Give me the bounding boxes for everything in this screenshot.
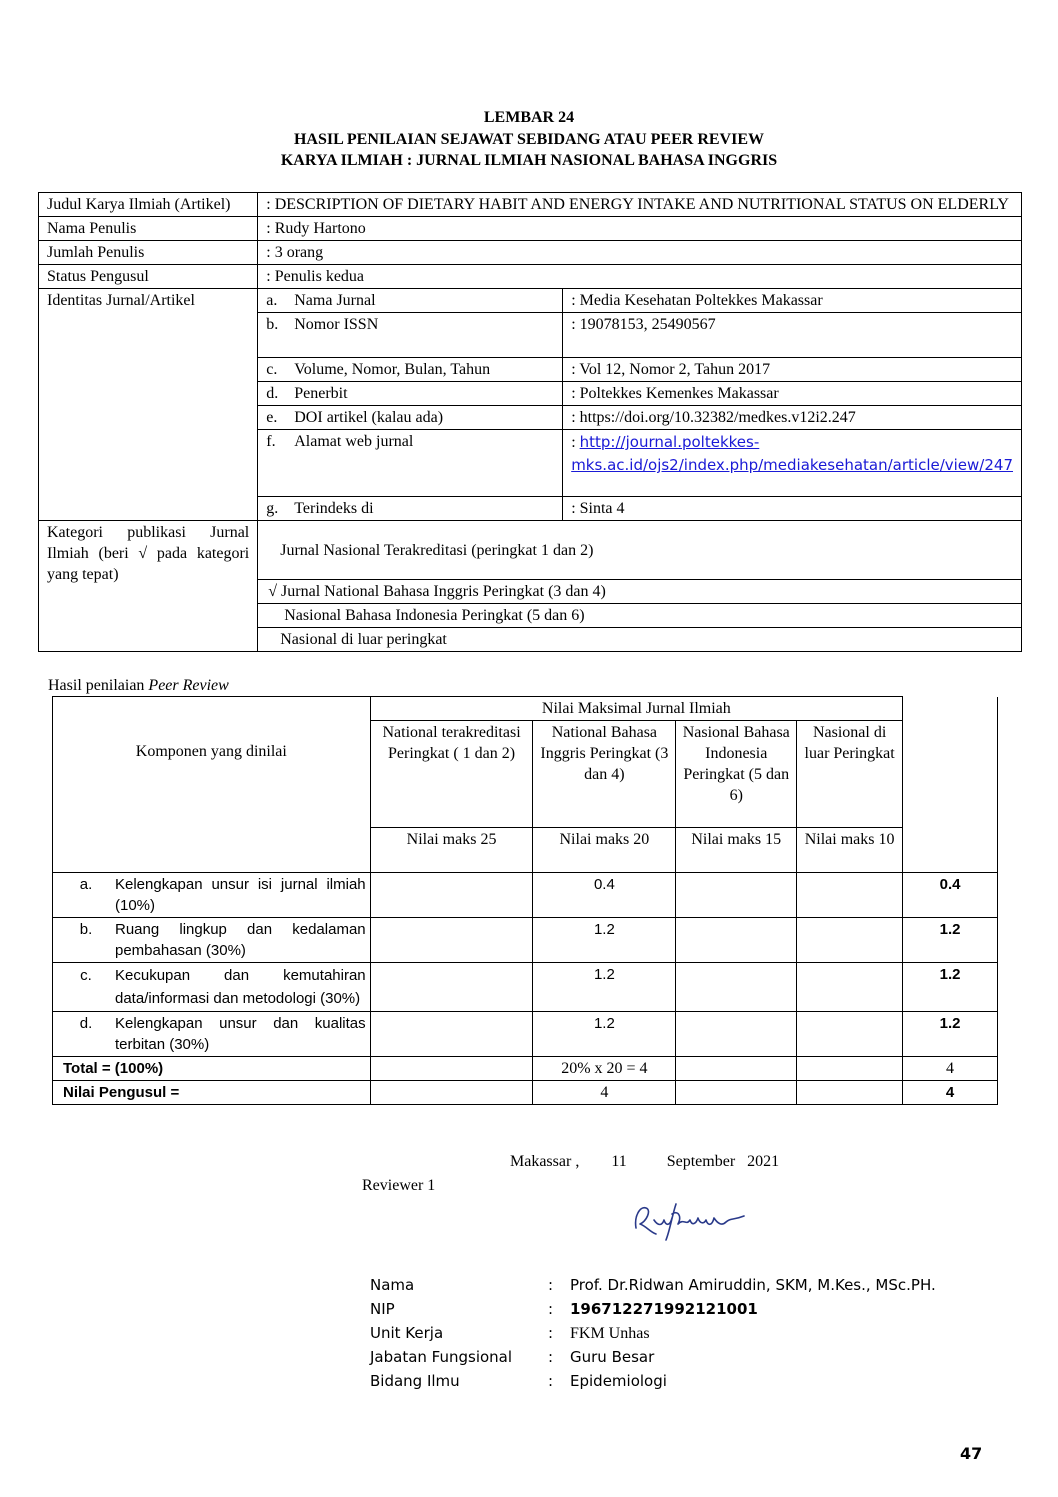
field-label: Bidang Ilmu [370, 1372, 460, 1390]
item-text: Terindeks di [294, 500, 374, 517]
judul-row [39, 193, 1022, 217]
identitas-item-label [258, 406, 563, 430]
field-value: FKM Unhas [570, 1325, 650, 1342]
empty-cell [676, 1081, 797, 1105]
place-date: Makassar , 11 September 2021 [510, 1153, 780, 1170]
row-letter: c. [80, 967, 92, 984]
signature-field-jabatan [370, 1345, 654, 1369]
total-label: Total = (100%) [53, 1057, 371, 1081]
final-score: 1.2 [903, 963, 998, 1012]
max-header: Nilai maks 10 [797, 828, 903, 873]
final-score: 1.2 [903, 918, 998, 963]
identitas-label: Identitas Jurnal/Artikel [39, 289, 258, 521]
field-colon: : [548, 1300, 554, 1318]
jumlah-row [39, 241, 1022, 265]
kategori-row-1 [39, 521, 1022, 580]
colon: : [571, 434, 580, 451]
status-row [39, 265, 1022, 289]
review-caption [48, 676, 229, 696]
max-header: Nilai maks 25 [370, 828, 533, 873]
empty-cell [370, 873, 533, 918]
col-header: Nasional di luar Peringkat [797, 721, 903, 828]
field-value: Guru Besar [570, 1348, 655, 1366]
col-header: National Bahasa Inggris Peringkat (3 dan 4) [533, 721, 676, 828]
score-value: 1.2 [533, 1012, 676, 1057]
field-label: Nama [370, 1276, 415, 1294]
identitas-item-label [258, 358, 563, 382]
nilai-maks-header: Nilai Maksimal Jurnal Ilmiah [370, 697, 902, 721]
item-letter: e. [266, 409, 278, 426]
total-row [53, 1057, 998, 1081]
empty-cell [676, 1057, 797, 1081]
empty-cell [370, 918, 533, 963]
field-label: Unit Kerja [370, 1324, 444, 1342]
empty-cell [797, 918, 903, 963]
row-text: Kelengkapan unsur isi jurnal ilmiah (10%) [115, 876, 366, 914]
score-value: 1.2 [533, 963, 676, 1012]
field-colon: : [548, 1324, 554, 1342]
empty-cell [797, 873, 903, 918]
nama-label: Nama Penulis [39, 217, 258, 241]
row-text: Kelengkapan unsur dan kualitas terbitan (30%) [115, 1015, 366, 1053]
field-colon: : [548, 1276, 554, 1294]
field-label: Jabatan Fungsional [370, 1348, 513, 1366]
pengusul-row [53, 1081, 998, 1105]
document-title: HASIL PENILAIAN SEJAWAT SEBIDANG ATAU PEER REVIEW [293, 131, 765, 148]
identitas-item-label [258, 289, 563, 313]
kategori-option-1: Jurnal Nasional Terakreditasi (peringkat 1 dan 2) [258, 521, 1022, 580]
field-colon: : [548, 1348, 554, 1366]
row-text: Ruang lingkup dan kedalaman pembahasan (30%) [115, 921, 366, 959]
total-akhir: 4 [903, 1057, 998, 1081]
empty-cell [797, 1057, 903, 1081]
empty-cell [370, 1057, 533, 1081]
empty-cell [797, 963, 903, 1012]
component-cell [53, 873, 371, 918]
signature-field-unit [370, 1321, 650, 1346]
total-value: 20% x 20 = 4 [533, 1057, 676, 1081]
field-colon: : [548, 1372, 554, 1390]
component-cell [53, 963, 371, 1012]
reviewer-signature [626, 1196, 756, 1246]
kategori-option-2: √ Jurnal National Bahasa Inggris Peringkat (3 dan 4) [258, 580, 1022, 604]
item-text: Alamat web jurnal [294, 433, 414, 450]
identitas-item-label [258, 313, 563, 358]
judul-value: : DESCRIPTION OF DIETARY HABIT AND ENERGY INTAKE AND NUTRITIONAL STATUS ON ELDERLY [258, 193, 1022, 217]
score-row-d [53, 1012, 998, 1057]
pengusul-value: 4 [533, 1081, 676, 1105]
item-letter: b. [266, 316, 279, 333]
journal-web-link[interactable]: http://journal.poltekkes-mks.ac.id/ojs2/index.php/mediakesehatan/article/view/247 [571, 433, 1013, 474]
row-letter: d. [79, 1015, 93, 1032]
nama-value: : Rudy Hartono [258, 217, 1022, 241]
header-row-1 [53, 697, 998, 721]
field-label: NIP [370, 1300, 395, 1318]
empty-cell [676, 918, 797, 963]
item-letter: c. [266, 361, 278, 378]
component-cell [53, 918, 371, 963]
item-text: DOI artikel (kalau ada) [294, 409, 444, 426]
jumlah-value: : 3 orang [258, 241, 1022, 265]
score-row-c [53, 963, 998, 1012]
empty-cell [676, 873, 797, 918]
identitas-item-value: : 19078153, 25490567 [563, 313, 1022, 358]
final-score: 0.4 [903, 873, 998, 918]
nama-row [39, 217, 1022, 241]
identitas-row-a [39, 289, 1022, 313]
pengusul-akhir: 4 [903, 1081, 998, 1105]
identitas-item-value: : Poltekkes Kemenkes Makassar [563, 382, 1022, 406]
kategori-option-3: Nasional Bahasa Indonesia Peringkat (5 dan 6) [258, 604, 1022, 628]
signature-field-bidang [370, 1369, 667, 1393]
identitas-item-label [258, 430, 563, 497]
identitas-item-value: : https://doi.org/10.32382/medkes.v12i2.247 [563, 406, 1022, 430]
empty-cell [676, 963, 797, 1012]
document-subtitle: KARYA ILMIAH : JURNAL ILMIAH NASIONAL BAHASA INGGRIS [280, 152, 778, 169]
item-letter: a. [266, 292, 278, 309]
component-cell [53, 1012, 371, 1057]
identitas-item-label [258, 497, 563, 521]
empty-cell [676, 1012, 797, 1057]
pengusul-label: Nilai Pengusul = [53, 1081, 371, 1105]
empty-cell [797, 1012, 903, 1057]
status-value: : Penulis kedua [258, 265, 1022, 289]
col-header: Nasional Bahasa Indonesia Peringkat (5 dan 6) [676, 721, 797, 828]
kategori-option-4: Nasional di luar peringkat [258, 628, 1022, 652]
caption-text: Hasil penilaian [48, 677, 149, 694]
empty-cell [370, 963, 533, 1012]
judul-label: Judul Karya Ilmiah (Artikel) [39, 193, 258, 217]
item-text: Nomor ISSN [294, 316, 379, 333]
final-score: 1.2 [903, 1012, 998, 1057]
row-letter: a. [79, 876, 93, 893]
field-value: 196712271992121001 [570, 1300, 758, 1318]
article-info-table [38, 192, 1022, 652]
item-letter: g. [266, 500, 279, 517]
item-text: Volume, Nomor, Bulan, Tahun [294, 361, 491, 378]
review-table [52, 696, 998, 1105]
spacer [903, 697, 998, 873]
score-value: 0.4 [533, 873, 676, 918]
score-value: 1.2 [533, 918, 676, 963]
item-letter: d. [266, 385, 279, 402]
score-row-b [53, 918, 998, 963]
score-row-a [53, 873, 998, 918]
sheet-number: LEMBAR 24 [483, 109, 575, 126]
item-text: Nama Jurnal [294, 292, 376, 309]
row-letter: b. [79, 921, 93, 938]
empty-cell [370, 1012, 533, 1057]
identitas-item-label [258, 382, 563, 406]
identitas-item-value: : Media Kesehatan Poltekkes Makassar [563, 289, 1022, 313]
komponen-header: Komponen yang dinilai [53, 697, 371, 873]
field-value: Epidemiologi [570, 1372, 667, 1390]
kategori-label: Kategori publikasi Jurnal Ilmiah (beri √ pada kategori yang tepat) [39, 521, 258, 652]
empty-cell [797, 1081, 903, 1105]
empty-cell [370, 1081, 533, 1105]
item-letter: f. [266, 433, 276, 450]
row-text: Kecukupan dan kemutahiran data/informasi dan metodologi (30%) [115, 967, 366, 1007]
col-header: National terakreditasi Peringkat ( 1 dan 2) [370, 721, 533, 828]
max-header: Nilai maks 15 [676, 828, 797, 873]
caption-italic: Peer Review [148, 677, 229, 694]
item-text: Penerbit [294, 385, 348, 402]
field-value: Prof. Dr.Ridwan Amiruddin, SKM, M.Kes., MSc.PH. [570, 1276, 936, 1294]
jumlah-label: Jumlah Penulis [39, 241, 258, 265]
page-number: 47 [960, 1444, 983, 1463]
identitas-item-value [563, 430, 1022, 497]
signature-field-nama [370, 1273, 936, 1297]
reviewer-label: Reviewer 1 [362, 1177, 436, 1194]
status-label: Status Pengusul [39, 265, 258, 289]
signature-field-nip [370, 1297, 758, 1321]
max-header: Nilai maks 20 [533, 828, 676, 873]
identitas-item-value: : Sinta 4 [563, 497, 1022, 521]
identitas-item-value: : Vol 12, Nomor 2, Tahun 2017 [563, 358, 1022, 382]
